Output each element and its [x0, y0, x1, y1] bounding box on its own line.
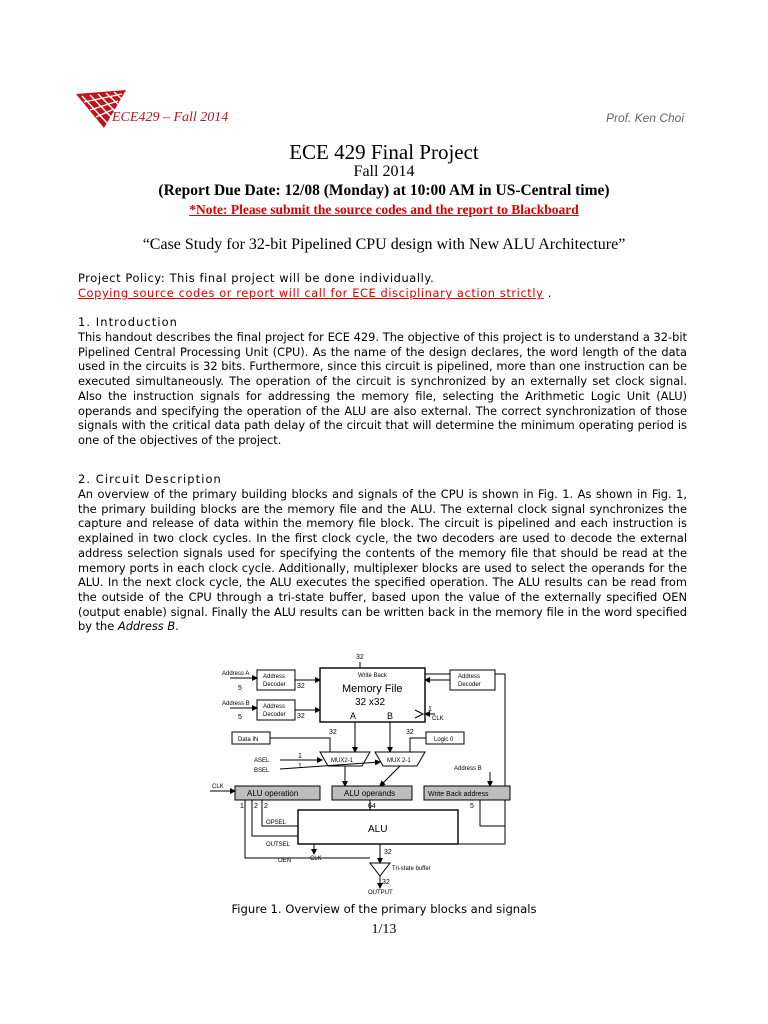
svg-text:MUX 2-1: MUX 2-1	[387, 758, 411, 764]
svg-text:32 x32: 32 x32	[355, 697, 386, 708]
svg-text:ALU operation: ALU operation	[247, 789, 299, 798]
due-date: (Report Due Date: 12/08 (Monday) at 10:00 AM in US-Central time)	[158, 182, 610, 199]
svg-text:Address: Address	[263, 704, 286, 710]
section-heading-circuit: 2. Circuit Description	[78, 472, 222, 486]
svg-text:2: 2	[264, 803, 268, 810]
professor-label: Prof. Ken Choi	[605, 111, 684, 125]
svg-text:1: 1	[240, 803, 244, 810]
svg-text:Write Back address: Write Back address	[428, 791, 489, 798]
cpu-block-diagram	[210, 648, 522, 894]
svg-text:Address B: Address B	[222, 701, 250, 707]
submission-note: *Note: Please submit the source codes and the report to Blackboard	[189, 202, 579, 217]
svg-text:32: 32	[329, 729, 337, 736]
svg-text:Data IN: Data IN	[238, 737, 259, 743]
svg-text:64: 64	[368, 803, 376, 810]
svg-text:ALU operands: ALU operands	[344, 789, 396, 798]
svg-text:Write Back: Write Back	[358, 673, 387, 679]
svg-text:32: 32	[382, 879, 390, 886]
svg-text:BSEL: BSEL	[254, 768, 270, 774]
svg-text:1: 1	[298, 763, 302, 770]
policy-warning	[78, 286, 687, 301]
svg-text:32: 32	[356, 654, 364, 661]
svg-text:1: 1	[298, 753, 302, 760]
svg-text:Address A: Address A	[222, 671, 250, 677]
doc-term: Fall 2014	[353, 163, 415, 180]
svg-text:32: 32	[297, 683, 305, 690]
svg-text:OEN: OEN	[278, 858, 292, 864]
doc-subtitle: “Case Study for 32-bit Pipelined CPU design with New ALU Architecture”	[142, 236, 626, 253]
svg-text:Address: Address	[458, 674, 481, 680]
figure-caption: Figure 1. Overview of the primary blocks and signals	[231, 902, 537, 916]
svg-text:32: 32	[384, 849, 392, 856]
page-number: 1/13	[371, 922, 397, 937]
svg-text:5: 5	[238, 685, 242, 692]
svg-text:Memory File: Memory File	[342, 683, 403, 695]
svg-text:1: 1	[428, 706, 432, 713]
project-policy: Project Policy: This final project will be done individually.	[78, 271, 435, 285]
svg-text:Decoder: Decoder	[263, 712, 286, 718]
svg-text:CLK: CLK	[310, 856, 322, 862]
svg-text:Tri-state buffer: Tri-state buffer	[392, 866, 431, 872]
svg-text:ASEL: ASEL	[254, 758, 270, 764]
section-heading-introduction: 1. Introduction	[78, 315, 178, 329]
circuit-paragraph-emphasis: Address B	[117, 619, 176, 634]
circuit-paragraph-end: .	[175, 619, 179, 634]
svg-text:Address B: Address B	[454, 766, 482, 772]
svg-text:2: 2	[254, 803, 258, 810]
svg-text:A: A	[350, 711, 357, 721]
svg-text:5: 5	[238, 714, 242, 721]
svg-text:Decoder: Decoder	[263, 682, 286, 688]
svg-text:32: 32	[297, 713, 305, 720]
svg-text:MUX2-1: MUX2-1	[331, 758, 354, 764]
svg-text:OPSEL: OPSEL	[266, 820, 287, 826]
doc-title: ECE 429 Final Project	[289, 140, 479, 164]
svg-text:CLK: CLK	[432, 716, 444, 722]
policy-warning-end: .	[547, 286, 552, 300]
policy-warning-text: Copying source codes or report will call for ECE disciplinary action strictly	[78, 286, 544, 300]
svg-text:Address: Address	[263, 674, 286, 680]
svg-text:B: B	[387, 711, 394, 721]
circuit-paragraph-text: An overview of the primary building blocks and signals of the CPU is shown in Fig. 1. As shown in Fig. 1, the primary building blocks are the memory file and the ALU. The external clock signal synchronizes the capture and release of data within the memory file block. The circuit is pipelined and each instruction is explained in two clock cycles. In the first clock cycle, the two decoders are used to decode the external address selection signals used for specifying the contents of the memory file that should be read at the memory ports in each clock cycle. Additionally, multiplexer blocks are used to select the operands for the ALU. In the next clock cycle, the ALU executes the specified operation. The ALU results can be read from the outside of the CPU through a tri-state buffer, based upon the value of the externally specified OEN (output enable) signal. Finally the ALU results can be written back in the memory file in the word specified by the	[78, 487, 687, 634]
svg-text:5: 5	[470, 803, 474, 810]
circuit-paragraph	[78, 487, 687, 634]
svg-text:OUTSEL: OUTSEL	[266, 842, 291, 848]
svg-text:Decoder: Decoder	[458, 682, 481, 688]
svg-text:OUTPUT: OUTPUT	[368, 890, 393, 894]
svg-text:Logic 0: Logic 0	[434, 737, 454, 743]
svg-text:32: 32	[406, 729, 414, 736]
svg-text:CLK: CLK	[212, 784, 224, 790]
page-header	[74, 88, 684, 132]
introduction-paragraph: This handout describes the final project for ECE 429. The objective of this project is to understand a 32-bit Pipelined Central Processing Unit (CPU). As the name of the design declares, the word length of the data used in the circuits is 32 bits. Furthermore, since this circuit is pipelined, more than one instruction can be executed simultaneously. The operation of the circuit is synchronized by an externally set clock signal. Also the instruction signals for addressing the memory file, selecting the Arithmetic Logic Unit (ALU) operands and specifying the operation of the ALU are also external. The correct synchronization of those signals with the critical data path delay of the circuit that will determine the minimum operating period is one of the objectives of the project.	[78, 330, 687, 447]
course-label: ECE429 – Fall 2014	[112, 110, 229, 125]
svg-text:ALU: ALU	[368, 824, 388, 835]
